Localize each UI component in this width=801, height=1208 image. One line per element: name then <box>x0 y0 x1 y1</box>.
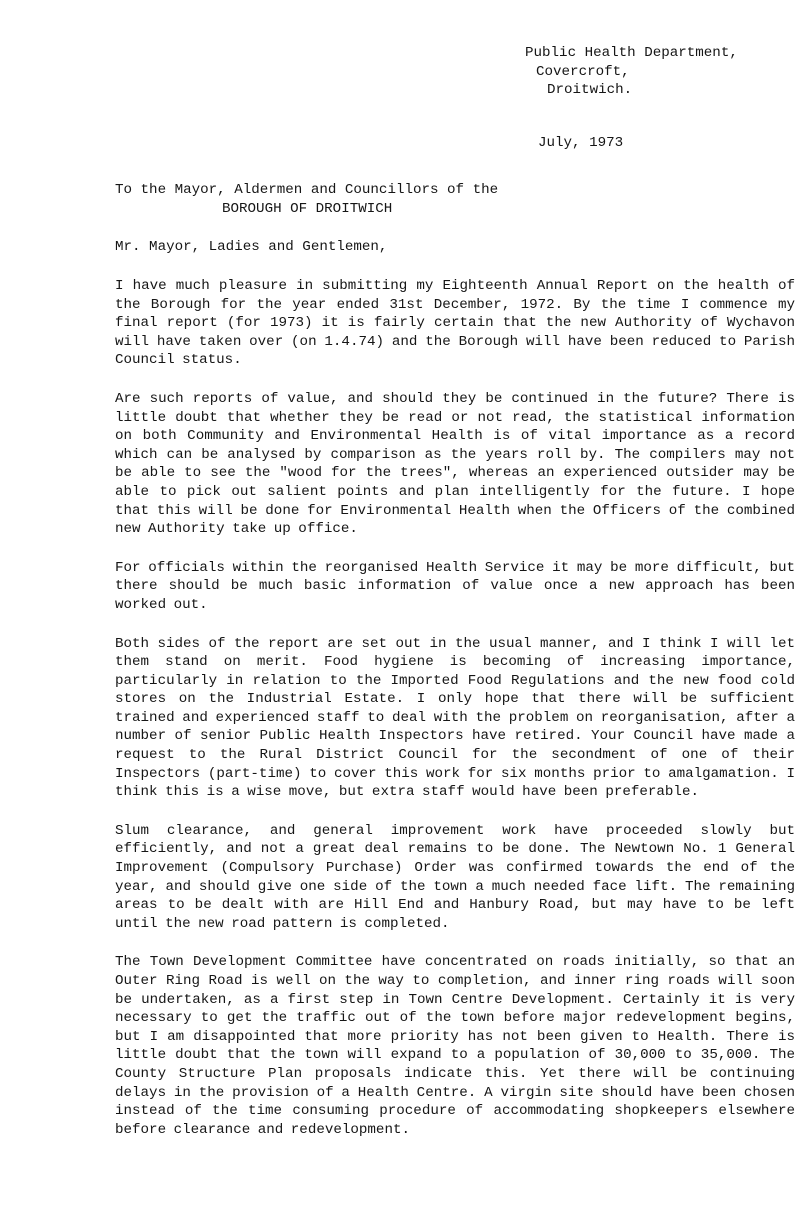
letter-date: July, 1973 <box>538 135 624 151</box>
addressee-line-1: To the Mayor, Aldermen and Councillors of the <box>115 182 499 198</box>
paragraph-food-hygiene: Both sides of the report are set out in the usual manner, and I think I will let them stand on merit. Food hygiene is becoming of increasing importance, particularly in relation to the Imported Food Regulations and the new food cold stores on the Industrial Estate. I only hope that there will be sufficient trained and experienced staff to deal with the problem on reorganisation, after a number of senior Public Health Inspectors have retired. Your Council have made a request to the Rural District Council for the secondment of one of their Inspectors (part-time) to cover this work for six months prior to amalgamation. I think this is a wise move, but extra staff would have been preferable. <box>115 635 795 801</box>
salutation: Mr. Mayor, Ladies and Gentlemen, <box>115 239 388 255</box>
addressee-line-2: BOROUGH OF DROITWICH <box>222 200 393 217</box>
paragraph-slum-clearance: Slum clearance, and general improvement work have proceeded slowly but efficiently, and not a great deal remains to be done. The Newtown No. 1 General Improvement (Compulsory Purchase) Order was confirmed towards the end of the year, and should give one side of the town a much needed face lift. The remaining areas to be dealt with are Hill End and Hanbury Road, but may have to be left until the new road pattern is completed. <box>115 822 795 932</box>
address-line: Public Health Department, <box>525 45 738 61</box>
sender-address <box>525 44 775 100</box>
report-body <box>115 277 795 1159</box>
addressee <box>115 181 498 218</box>
paragraph-intro: I have much pleasure in submitting my Eighteenth Annual Report on the health of the Borough for the year ended 31st December, 1972. By the time I commence my final report (for 1973) it is fairly certain that the new Authority of Wychavon will have taken over (on 1.4.74) and the Borough will have been reduced to Parish Council status. <box>115 278 795 369</box>
paragraph-reorganised-service: For officials within the reorganised Health Service it may be more difficult, but there should be much basic information of value once a new approach has been worked out. <box>115 559 795 613</box>
paragraph-value-of-reports: Are such reports of value, and should they be continued in the future? There is little doubt that whether they be read or not read, the statistical information on both Community and Environmental Health is of vital importance as a record which can be analysed by comparison as the years roll by. The compilers may not be able to see the "wood for the trees", whereas an experienced outsider may be able to pick out salient points and plan intelligently for the future. I hope that this will be done for Environmental Health when the Officers of the combined new Authority take up office. <box>115 390 795 538</box>
paragraph-town-development: The Town Development Committee have concentrated on roads initially, so that an Outer Ring Road is well on the way to completion, and inner ring roads will soon be undertaken, as a first step in Town Centre Development. Certainly it is very necessary to get the traffic out of the town before major redevelopment begins, but I am disappointed that more priority has not been given to Health. There is little doubt that the town will expand to a population of 30,000 to 35,000. The County Structure Plan proposals indicate this. Yet there will be continuing delays in the provision of a Health Centre. A virgin site should have been chosen instead of the time consuming procedure of accommodating shopkeepers elsewhere before clearance and redevelopment. <box>115 954 795 1138</box>
address-line: Covercroft, <box>536 63 630 80</box>
address-line: Droitwich. <box>547 82 633 99</box>
